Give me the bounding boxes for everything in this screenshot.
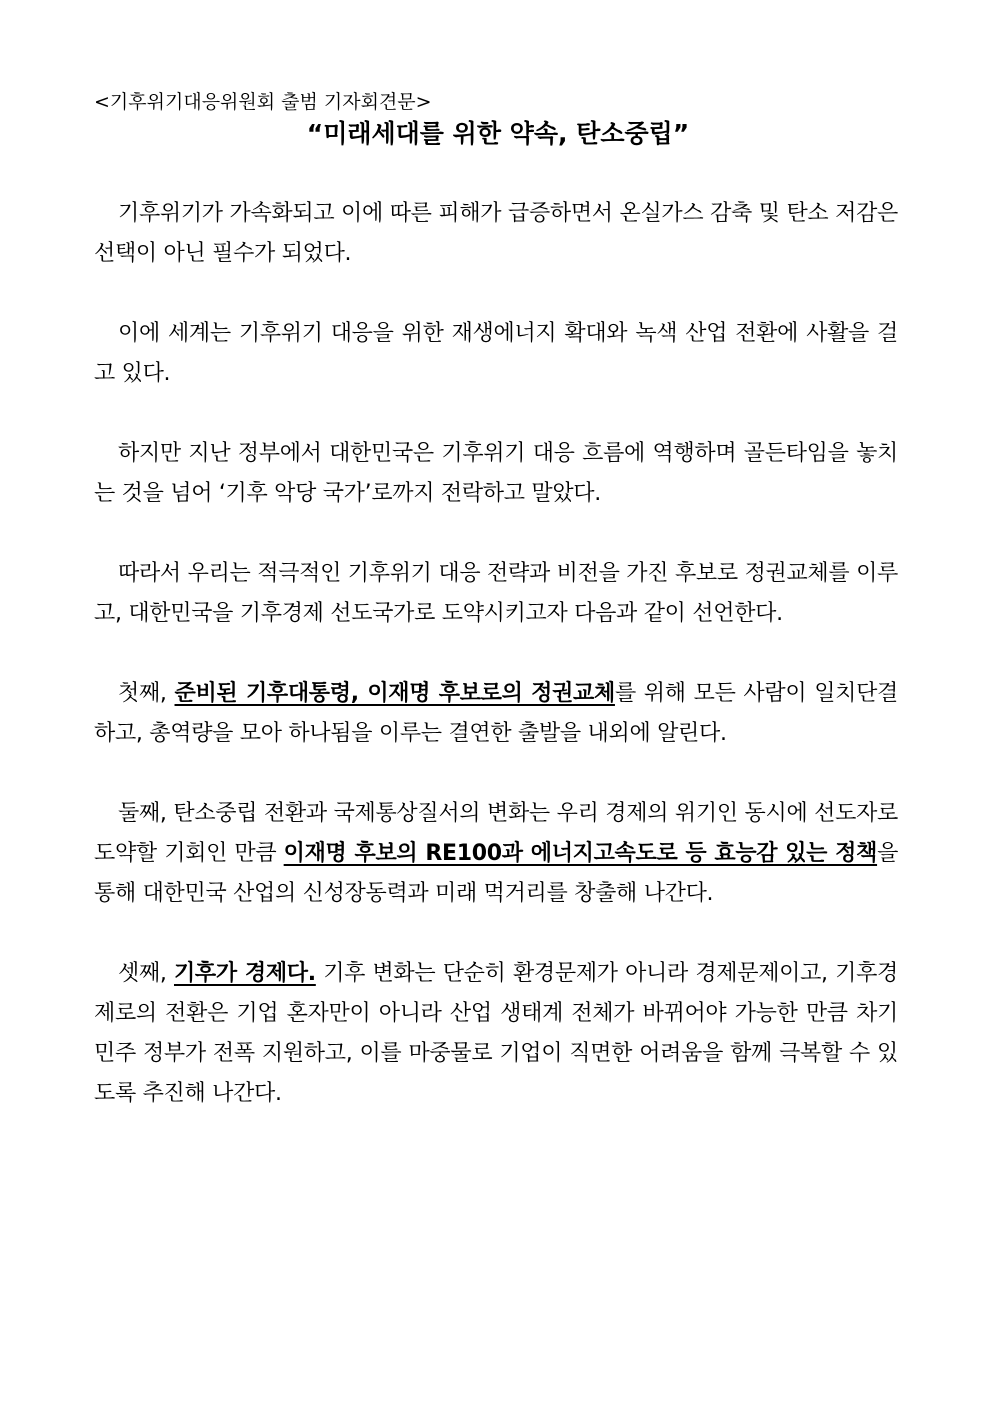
paragraph-5-emphasis: 준비된 기후대통령, 이재명 후보로의 정권교체 — [174, 681, 615, 706]
spacer — [94, 754, 898, 794]
paragraph-5-first — [94, 674, 898, 754]
document-title: “미래세대를 위한 약속, 탄소중립” — [306, 119, 690, 148]
paragraph-6-second — [94, 794, 898, 914]
paragraph-1: 기후위기가 가속화되고 이에 따른 피해가 급증하면서 온실가스 감축 및 탄소 저감은 선택이 아닌 필수가 되었다. — [94, 201, 898, 266]
spacer — [94, 394, 898, 434]
paragraph-2: 이에 세계는 기후위기 대응을 위한 재생에너지 확대와 녹색 산업 전환에 사활을 걸고 있다. — [94, 321, 898, 386]
paragraph-5-lead: 첫째, — [118, 681, 175, 706]
paragraph-3: 하지만 지난 정부에서 대한민국은 기후위기 대응 흐름에 역행하며 골든타임을 놓치는 것을 넘어 ‘기후 악당 국가’로까지 전락하고 말았다. — [94, 441, 898, 506]
spacer — [94, 274, 898, 314]
paragraph-7-third — [94, 954, 898, 1114]
paragraph-6-rest: 을 통해 대한민국 산업의 신성장동력과 미래 먹거리를 창출해 나간다. — [94, 841, 899, 906]
paragraph-7-lead: 셋째, — [118, 961, 174, 986]
paragraph-7-emphasis: 기후가 경제다. — [173, 961, 316, 986]
spacer — [94, 914, 898, 954]
document — [94, 88, 898, 1114]
spacer — [94, 152, 898, 194]
document-label: <기후위기대응위원회 출범 기자회견문> — [94, 91, 432, 113]
paragraph-6-lead: 둘째, 탄소중립 전환과 국제통상질서의 변화는 우리 경제의 위기인 동시에 선도자로 도약할 기회인 만큼 — [94, 801, 898, 866]
paragraph-4: 따라서 우리는 적극적인 기후위기 대응 전략과 비전을 가진 후보로 정권교체를 이루고, 대한민국을 기후경제 선도국가로 도약시키고자 다음과 같이 선언한다. — [94, 561, 898, 626]
paragraph-7-rest: 기후 변화는 단순히 환경문제가 아니라 경제문제이고, 기후경제로의 전환은 기업 혼자만이 아니라 산업 생태계 전체가 바뀌어야 가능한 만큼 차기 민주 정부가 전폭 지원하고, 이를 마중물로 기업이 직면한 어려움을 함께 극복할 수 있도록 추진해 나간다. — [94, 961, 898, 1106]
spacer — [94, 514, 898, 554]
paragraph-6-emphasis: 이재명 후보의 RE100과 에너지고속도로 등 효능감 있는 정책 — [283, 841, 878, 866]
paragraph-5-rest: 를 위해 모든 사람이 일치단결하고, 총역량을 모아 하나됨을 이루는 결연한 출발을 내외에 알린다. — [94, 681, 898, 746]
spacer — [94, 634, 898, 674]
